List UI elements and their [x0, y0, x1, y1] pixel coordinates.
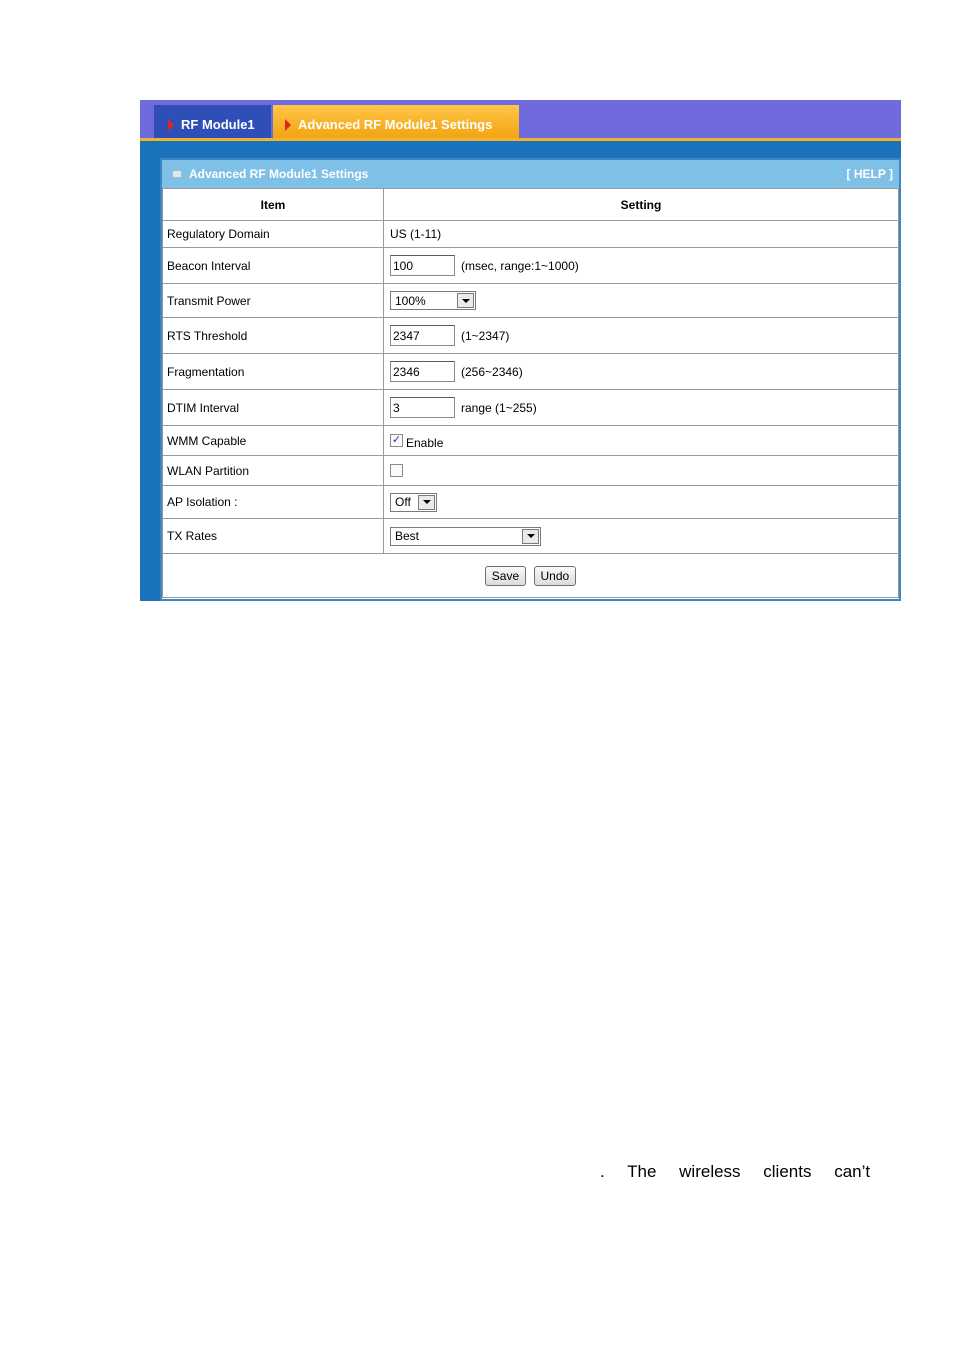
- table-row: [163, 486, 899, 519]
- beacon-interval-input[interactable]: [390, 255, 455, 276]
- chevron-down-icon[interactable]: [457, 293, 474, 308]
- tab-label: Advanced RF Module1 Settings: [298, 117, 493, 132]
- rts-threshold-hint: (1~2347): [461, 328, 510, 343]
- wmm-enable-label: Enable: [406, 435, 444, 450]
- actions-cell: [163, 554, 899, 598]
- row-label: Beacon Interval: [163, 248, 384, 284]
- fragmentation-input[interactable]: [390, 361, 455, 382]
- help-link[interactable]: [ HELP ]: [846, 167, 893, 181]
- tab-advanced-rf-module1-settings[interactable]: [273, 105, 519, 138]
- arrow-right-icon: [285, 119, 291, 131]
- settings-table: [162, 188, 899, 598]
- select-value: 100%: [395, 293, 426, 308]
- tab-label: RF Module1: [181, 117, 255, 132]
- tab-underline: [140, 138, 901, 141]
- fragmentation-hint: (256~2346): [461, 364, 523, 379]
- wlan-partition-checkbox[interactable]: [390, 464, 403, 477]
- table-row: [163, 318, 899, 354]
- ap-isolation-select[interactable]: [390, 493, 437, 512]
- transmit-power-select[interactable]: [390, 291, 476, 310]
- row-label: Transmit Power: [163, 284, 384, 318]
- tab-rf-module1[interactable]: [154, 105, 271, 138]
- table-row: [163, 519, 899, 554]
- column-header-setting: Setting: [384, 189, 899, 221]
- table-row: [163, 390, 899, 426]
- actions-row: [163, 554, 899, 598]
- panel-icon: [172, 170, 182, 178]
- row-label: AP Isolation :: [163, 486, 384, 519]
- row-label: DTIM Interval: [163, 390, 384, 426]
- tab-bar: [140, 100, 901, 138]
- table-row: [163, 456, 899, 486]
- undo-button[interactable]: Undo: [534, 566, 577, 586]
- row-label: WLAN Partition: [163, 456, 384, 486]
- select-value: Best: [395, 529, 420, 543]
- router-admin-frame: [140, 100, 901, 601]
- table-row: [163, 354, 899, 390]
- row-label: WMM Capable: [163, 426, 384, 456]
- check-mark-icon: ✓: [391, 434, 402, 446]
- settings-panel: [160, 158, 901, 601]
- table-row: [163, 284, 899, 318]
- regulatory-domain-value: US (1-11): [384, 221, 899, 248]
- rts-threshold-input[interactable]: [390, 325, 455, 346]
- chevron-down-icon[interactable]: [418, 495, 435, 510]
- chevron-down-icon[interactable]: [522, 529, 539, 544]
- table-header-row: [163, 189, 899, 221]
- arrow-right-icon: [168, 119, 174, 131]
- table-row: [163, 426, 899, 456]
- row-label: TX Rates: [163, 519, 384, 554]
- dtim-interval-hint: range (1~255): [461, 400, 537, 415]
- tx-rates-select[interactable]: [390, 527, 541, 546]
- column-header-item: Item: [163, 189, 384, 221]
- row-label: Regulatory Domain: [163, 221, 384, 248]
- table-row: [163, 221, 899, 248]
- select-value: Off: [395, 495, 411, 509]
- row-label: RTS Threshold: [163, 318, 384, 354]
- dtim-interval-input[interactable]: [390, 397, 455, 418]
- panel-header: [162, 160, 899, 188]
- save-button[interactable]: Save: [485, 566, 526, 586]
- beacon-interval-hint: (msec, range:1~1000): [461, 258, 579, 273]
- table-row: [163, 248, 899, 284]
- document-text-fragment: . The wireless clients can’t: [600, 1162, 871, 1181]
- panel-title: Advanced RF Module1 Settings: [189, 167, 369, 181]
- row-label: Fragmentation: [163, 354, 384, 390]
- wmm-capable-checkbox[interactable]: [390, 434, 403, 447]
